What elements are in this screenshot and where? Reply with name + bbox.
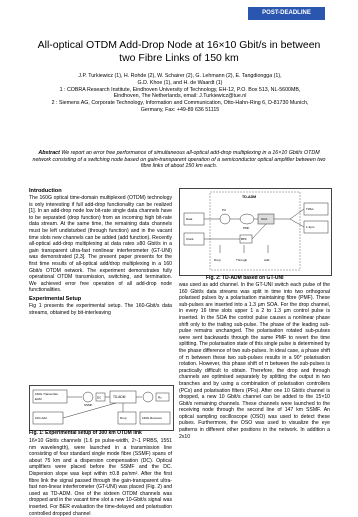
abstract-label: Abstract [38,150,60,156]
intro-heading: Introduction [29,188,62,194]
fig2-label: 1.3µm [306,225,315,229]
fig1-label: 10G Add [35,416,47,420]
fig1-label: 160G Receiver [142,416,163,420]
fig2-label: PC [222,208,227,212]
fig2-label: Clock [186,237,194,241]
fig2-label: SOA [261,217,268,221]
paper-title: All-optical OTDM Add-Drop Node at 16×10 Gbit/s in between two Fibre Links of 150 km [37,39,321,64]
post-deadline-badge: POST-DEADLINE [248,7,325,20]
left-column-top [29,188,172,316]
setup-continued-paragraph: 16×10 Gbit/s channels (1.6 ps pulse-width, 2⁷-1 PRBS, 1551 nm wavelength), were launched in a transmission line consisting of four standard single mode fibre (SSMF) spans of about 75 km and a dispersion compensation (DC). Optical amplifiers were placed before the SSMF and the DC. Dispersion slope was kept within ±0.8 ps/nm². After the first fibre link the signal passed through the gain-transparent ultra-fast non-linear interferometer (GT-UNI) was placed (Fig. 2) and used as TD-ADM. One of the sixteen OTDM channels was dropped and in the vacant time slot a new 10-Gbit/s signal was inserted. For BER evaluation the time-delayed and polarisation controlled dropped channel [29,438,172,517]
fig2-label: Drop [214,258,221,262]
affiliation-line: 1 : COBRA Research Institute, Eindhoven University of Technology, EH-12, P.O. Box 513, NL-5600MB, [59,86,301,93]
fig1-label: EAM [35,397,42,401]
fig1-label: SSMF [84,403,93,407]
figure-1-caption: Fig. 1: Experimental setup of 300 km OTDM link [29,430,142,436]
author-line: G.D. Khoe (1), and H. de Waardt (1) [137,79,223,86]
fig2-label: BPF [241,237,247,241]
affiliation-line: Germany, Fax: +49-89 636 51115 [140,106,220,113]
abstract-text: We report an error free performance of simultaneous all-optical add-drop multiplexing in a 16×10 Gbit/s OTDM network consisting of a switching node based on gain-transparent operation of a semiconductor optical amplifier between two fibre links of about 150 km each. [32,150,326,170]
fig1-label: Rx [158,395,162,400]
author-block [30,73,330,114]
affiliation-line: Eindhoven, The Netherlands, email: J.Turkiewicz@tue.nl [113,93,247,100]
figure-1 [29,385,174,431]
fig2-label: Add [264,258,270,262]
fig1-label: Drop [120,416,127,420]
figure-2-caption: Fig. 2: TD-ADM based on GT-UNI [206,275,284,281]
left-column-bottom [29,438,172,517]
figure-1-diagram [30,386,173,430]
fig2-label: TWLL [306,207,315,211]
figure-2-diagram [180,189,331,275]
intro-paragraph: The 160G optical time-domain multiplexed (OTDM) technology is only interesting if full add-drop functionality can be realized [1]. In an add-drop node low bit-rate single data channels have to be separated (drop function) from an incoming high bit-rate data stream. At the same time, the remaining data channels must be left undisturbed (through function) and in the vacant time slots new channels can be added (add function). Recently all-optical add-drop multiplexing at data rates ≥80 Gbit/s in a gain transparent ultra-fast nonlinear interferometer (GT-UNI) was demonstrated [2,3]. The present paper presents for the first time results of all-optical add/drop multiplexing in a 160 Gbit/s OTDM network. The experiment demonstrates fully operational OTDM transmission, switching, and termination. We achieved error free operation of all add-drop node functionalities. [29,195,172,294]
fig1-label: TD-ADM [113,395,126,399]
fig2-label: PMF [243,226,250,230]
fig2-label: TD-ADM [242,195,257,199]
fig2-label: Through [236,258,248,262]
setup-heading: Experimental Setup [29,295,82,302]
setup-paragraph: Fig 1 presents the experimental setup. The 160-Gbit/s data streams, obtained by bit-interleaving [29,302,172,316]
fig2-label: Data [186,217,193,221]
fig1-label: DC [97,395,102,400]
abstract [30,150,328,170]
affiliation-line: 2 : Siemens AG, Corporate Technology, Information and Communication, Otto-Hahn-Ring 6, D-81730 Munich, [51,100,309,107]
author-line: J.P. Turkiewicz (1), H. Rohde (2), W. Schairer (2), G. Lehmann (2), E. Tangdiongga (1), [78,73,282,79]
fig1-label: 160G Transmitter [35,392,59,396]
right-column [179,282,330,440]
figure-2 [179,188,332,276]
right-column-paragraph: was used as add channel. In the GT-UNI switch each pulse of the 160 Gbit/s data streams was split in time into two orthogonal polarised pulses by a polarisation maintaining fibre (PMF). These sub-pulses are inserted into a 1.3 µm SOA. For the drop channel, in every 16 time slots upper 1 a 2 to 1.3 µm control pulse is inserted. In the SOA the control pulse causes a nonlinear phase shift only to the trailing sub-pulse. The phase of the leading sub-pulse remains unchanged. The polarisation rotated sub-pulses were sent backwards through the same PMF to revert the time splitting. The polarisation state of this single pulse is determined by the phase difference of two sub-pulses. In ideal case, a phase shift of π between these two sub-pulses results in a 90° polarisation rotation. However, this phase shift of π between the sub-pulses is practically difficult to obtain. Therefore, the drop and through channels are optimised separately by splitting the output in two branches and by using a combination of polarisation controllers (PCs) and polarisation filters (PFs). After one 10 Gbit/s channel is dropped, a new 10 Gbit/s channel can be added to the 15×10 Gbit/s remaining channels. These channels were launched to the receiving node through the second line of 147 km SSMF. An optical sampling oscilloscope (OSO) was used to detect these pulses. Furthermore, the OSO was used to visualize the eye patterns in different other positions in the network. In addition a 2x10 [179,282,330,440]
